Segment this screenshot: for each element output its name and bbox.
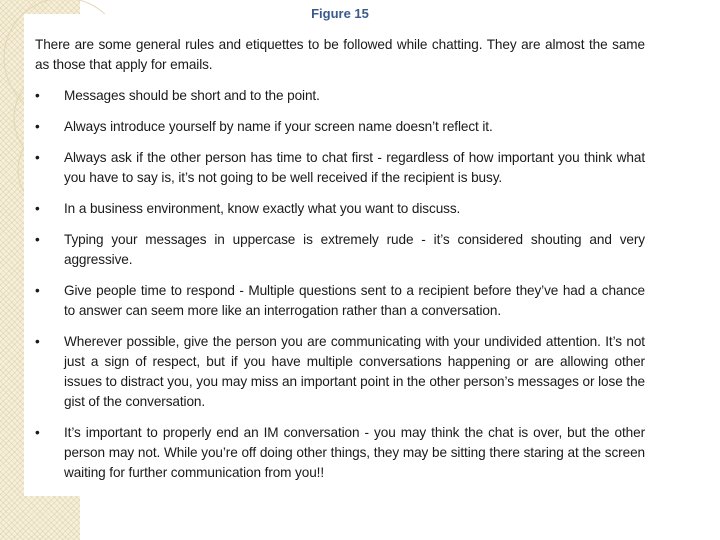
content-panel	[24, 6, 656, 496]
list-item	[35, 117, 645, 137]
bullet: •	[35, 334, 40, 349]
bullet: •	[35, 150, 40, 165]
list-item-text: Wherever possible, give the person you are communicating with your undivided attention. It’s not just a sign of respect, but if you have multiple conversations happening or are allowing other issues to distract you, you may miss an important point in the other person’s messages or lose the gist of the conversation.	[64, 334, 645, 409]
list-item	[35, 230, 645, 270]
list-item	[35, 199, 645, 219]
bullet: •	[35, 119, 40, 134]
list-item	[35, 86, 645, 106]
list-item-text: Give people time to respond - Multiple questions sent to a recipient before they’ve had a chance to answer can seem more like an interrogation rather than a conversation.	[64, 283, 645, 318]
bullet: •	[35, 232, 40, 247]
list-item	[35, 423, 645, 483]
bullet: •	[35, 425, 40, 440]
list-item-text: Typing your messages in uppercase is extremely rude - it’s considered shouting and very aggressive.	[64, 232, 645, 267]
text-body	[35, 35, 645, 494]
list-item	[35, 148, 645, 188]
rules-list	[35, 86, 645, 483]
figure-caption: Figure 15	[311, 6, 369, 21]
list-item-text: It’s important to properly end an IM conversation - you may think the chat is over, but the other person may not. While you’re off doing other things, they may be sitting there staring at the screen waiting for further communication from you!!	[64, 425, 645, 480]
list-item-text: In a business environment, know exactly what you want to discuss.	[64, 201, 461, 216]
list-item-text: Always introduce yourself by name if your screen name doesn’t reflect it.	[64, 119, 493, 134]
list-item-text: Always ask if the other person has time to chat first - regardless of how important you think what you have to say is, it’s not going to be well received if the recipient is busy.	[64, 150, 645, 185]
bullet: •	[35, 88, 40, 103]
bullet: •	[35, 201, 40, 216]
intro-paragraph: There are some general rules and etiquettes to be followed while chatting. They are almost the same as those that apply for emails.	[35, 37, 645, 72]
list-item	[35, 281, 645, 321]
list-item	[35, 332, 645, 412]
bullet: •	[35, 283, 40, 298]
list-item-text: Messages should be short and to the point.	[64, 88, 320, 103]
